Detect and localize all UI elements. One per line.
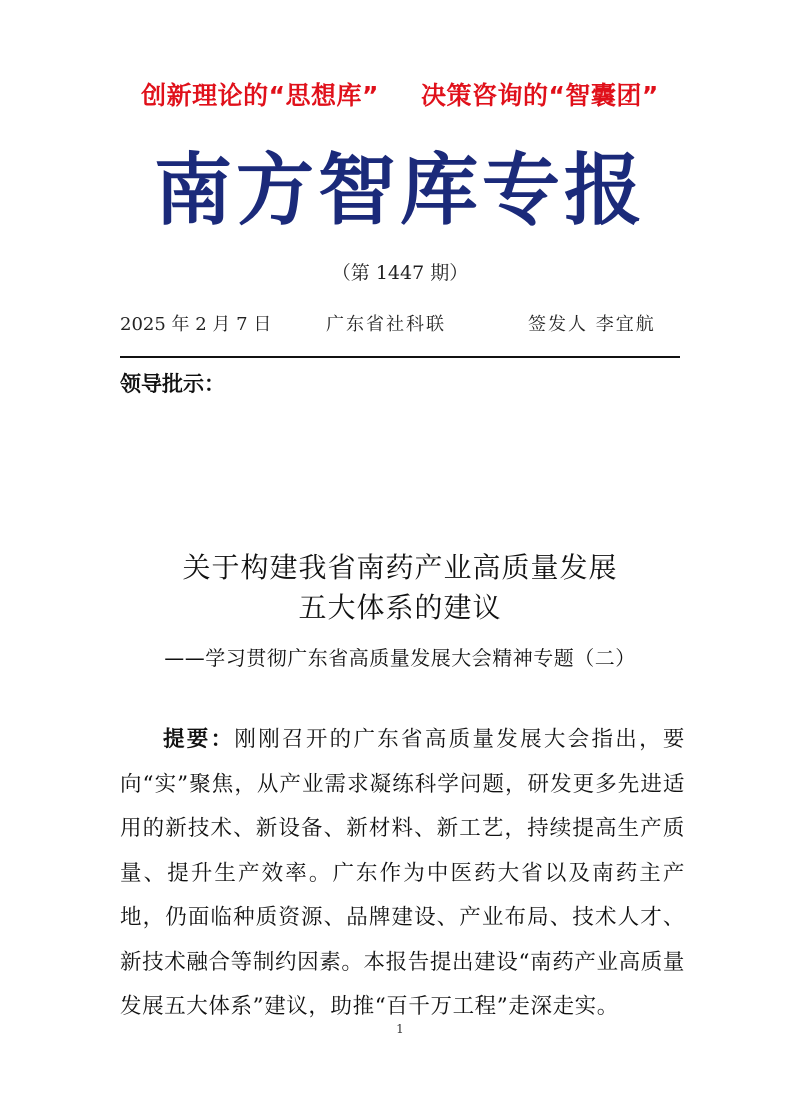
abstract-text: 刚刚召开的广东省高质量发展大会指出，要向“实”聚焦，从产业需求凝练科学问题，研发更多先进适用的新技术、新设备、新材料、新工艺，持续提高生产质量、提升生产效率。广东作为中医药大省以及南药主产地，仍面临种质资源、品牌建设、产业布局、技术人才、新技术融合等制约因素。本报告提出建设“南药产业高质量发展五大体系”建议，助推“百千万工程”走深走实。	[120, 727, 685, 1019]
article-title	[0, 548, 800, 628]
slogan-line	[0, 76, 800, 112]
header-divider	[120, 356, 680, 358]
publish-date: 2025 年 2 月 7 日	[120, 314, 272, 335]
abstract-label: 提要：	[163, 727, 235, 752]
slogan-right: 决策咨询的“智囊团”	[421, 81, 659, 110]
issue-number: （第 1447 期）	[331, 262, 469, 284]
page-number: 1	[396, 1022, 404, 1036]
article-title-line-1: 关于构建我省南药产业高质量发展	[182, 551, 618, 584]
signer: 签发人 李宜航	[528, 314, 656, 335]
article-title-line-2: 五大体系的建议	[298, 591, 502, 624]
slogan-left: 创新理论的“思想库”	[141, 81, 379, 110]
abstract-paragraph	[120, 718, 685, 1030]
organization: 广东省社科联	[326, 314, 446, 335]
masthead-title: 南方智库专报	[153, 146, 646, 236]
article-subtitle: ——学习贯彻广东省高质量发展大会精神专题（二）	[164, 646, 636, 670]
leader-instruction-label: 领导批示：	[120, 372, 225, 396]
